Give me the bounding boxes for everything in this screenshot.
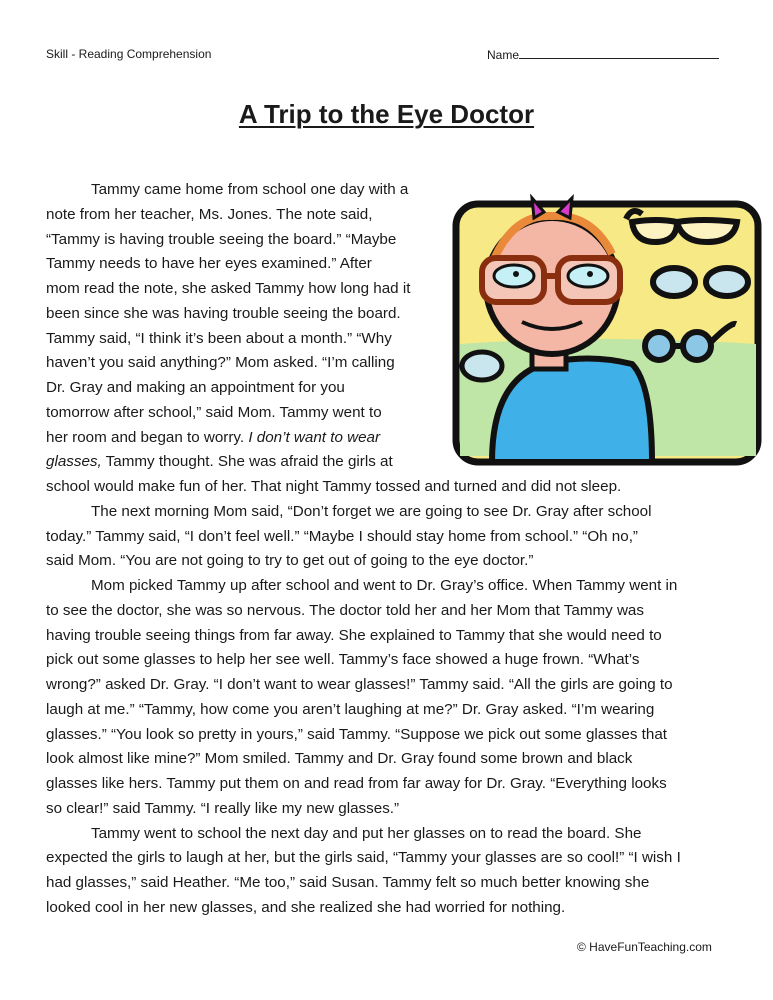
story-text-segment: note from her teacher, Ms. Jones. The note said, [46, 205, 373, 223]
story-text-segment: look almost like mine?” Mom smiled. Tammy and Dr. Gray found some brown and black [46, 750, 633, 768]
story-italic-text: I don’t want to wear [248, 428, 381, 446]
story-text-segment: expected the girls to laugh at her, but the girls said, “Tammy your glasses are so cool!” “I wish I [46, 849, 681, 867]
story-line [46, 624, 681, 649]
story-text-segment: glasses like hers. Tammy put them on and read from far away for Dr. Gray. “Everything looks [46, 775, 667, 792]
story-line [46, 871, 681, 896]
story-text-segment: Dr. Gray and making an appointment for you [46, 379, 345, 396]
story-text-segment: “Tammy is having trouble seeing the board.” “Maybe [46, 230, 397, 248]
story-line [46, 822, 681, 847]
story-text-segment: so clear!” said Tammy. “I really like my new glasses.” [46, 799, 400, 817]
story-text-segment: wrong?” asked Dr. Gray. “I don’t want to wear glasses!” Tammy said. “All the girls are going to [46, 676, 673, 693]
story-text-segment: Tammy came home from school one day with a [91, 181, 409, 198]
name-field[interactable] [487, 47, 719, 62]
story-line [46, 723, 681, 748]
story-text-segment: been since she was having trouble seeing the board. [46, 304, 401, 322]
story-line [46, 475, 681, 500]
story-text-segment: Mom picked Tammy up after school and went to Dr. Gray’s office. When Tammy went in [91, 577, 678, 594]
story-text-segment: today.” Tammy said, “I don’t feel well.” “Maybe I should stay home from school.” “Oh no,” [46, 527, 638, 545]
story-text-segment: to see the doctor, she was so nervous. The doctor told her and her Mom that Tammy was [46, 601, 644, 619]
story-text-segment: haven’t you said anything?” Mom asked. “I’m calling [46, 354, 395, 372]
story-line [46, 797, 681, 822]
story-line [46, 500, 681, 525]
story-line [46, 673, 681, 698]
page-title: A Trip to the Eye Doctor [238, 99, 535, 129]
story-text-segment: school would make fun of her. That night Tammy tossed and turned and did not sleep. [46, 478, 622, 495]
story-line [46, 846, 681, 871]
story-text-segment: The next morning Mom said, “Don’t forget we are going to see Dr. Gray after school [91, 502, 652, 520]
story-text-segment: pick out some glasses to help her see well. Tammy’s face showed a huge frown. “What’s [46, 651, 640, 669]
story-text-segment: had glasses,” said Heather. “Me too,” said Susan. Tammy felt so much better knowing she [46, 874, 650, 891]
story-text-segment: tomorrow after school,” said Mom. Tammy went to [46, 403, 382, 421]
story-line [46, 698, 681, 723]
story-text-segment: mom read the note, she asked Tammy how long had it [46, 280, 411, 297]
story-text-segment: glasses.” “You look so pretty in yours,” said Tammy. “Suppose we pick out some glasses that [46, 725, 668, 743]
copyright-notice: © HaveFunTeaching.com [577, 940, 712, 954]
story-line [46, 648, 681, 673]
story-line [46, 747, 681, 772]
story-line [46, 549, 681, 574]
story-text-segment: Tammy said, “I think it’s been about a month.” “Why [46, 329, 392, 347]
story-text-segment: her room and began to worry. [46, 428, 249, 446]
story-text-segment: laugh at me.” “Tammy, how come you aren’t laughing at me?” Dr. Gray asked. “I’m wearing [46, 700, 655, 718]
story-line [46, 896, 681, 921]
story-italic-text: glasses, [46, 453, 102, 471]
story-text-segment: Tammy needs to have her eyes examined.” After [46, 255, 372, 273]
skill-label: Skill - Reading Comprehension [46, 47, 212, 61]
story-line [46, 574, 681, 599]
name-label: Name [487, 48, 520, 62]
story-line [46, 599, 681, 624]
story-text-segment: Tammy thought. She was afraid the girls at [101, 453, 393, 471]
story-text-segment: having trouble seeing things from far away. She explained to Tammy that she would need to [46, 626, 662, 644]
story-text-segment: said Mom. “You are not going to try to get out of going to the eye doctor.” [46, 552, 534, 570]
story-text-segment: looked cool in her new glasses, and she realized she had worried for nothing. [46, 898, 566, 916]
story-line [46, 772, 681, 797]
story-text-segment: Tammy went to school the next day and put her glasses on to read the board. She [91, 824, 642, 842]
name-blank-line[interactable] [519, 47, 719, 59]
girl-with-glasses-illustration [452, 194, 764, 468]
story-line [46, 525, 681, 550]
